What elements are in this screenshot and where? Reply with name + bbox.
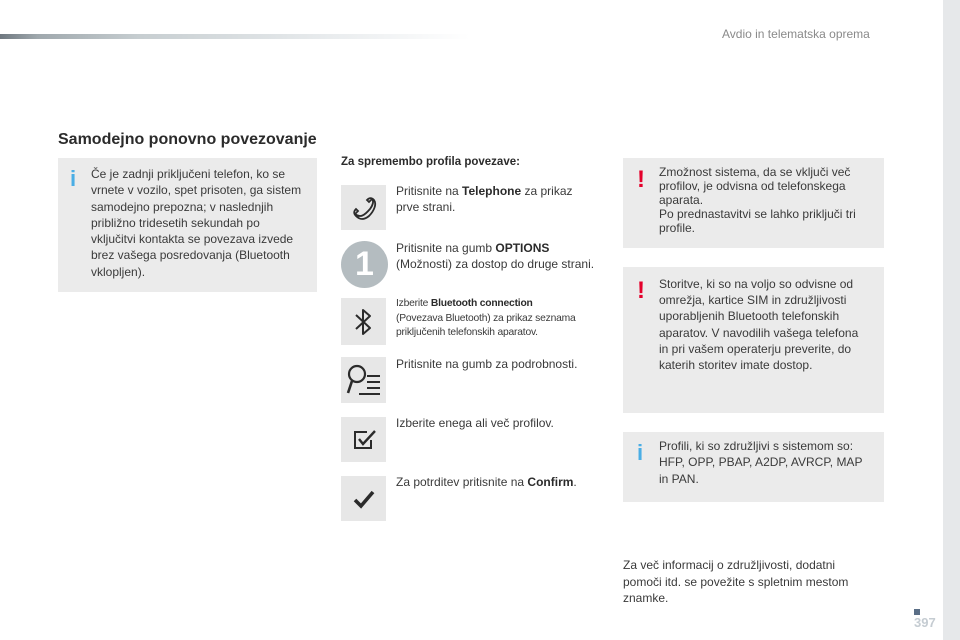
info-marker: i: [70, 166, 77, 191]
warning-marker-icon: !: [637, 277, 645, 304]
checkbox-step-icon-box: [341, 417, 386, 462]
step-number-badge: 1: [341, 241, 388, 288]
warning-box-profiles: [623, 158, 884, 248]
warning-profiles-text: Zmožnost sistema, da se vključi več profilov, je odvisna od telefonskega aparata. Po prednastavitvi se lahko priključi tri profile.: [659, 165, 856, 235]
details-step-icon-box: [341, 357, 386, 403]
warning-box-services: [623, 267, 884, 413]
page-edge: [943, 0, 960, 640]
step-3-text: Izberite Bluetooth connection (Povezava Bluetooth) za prikaz seznama priključenih telefonskih aparatov.: [396, 298, 576, 338]
steps-title: Za spremembo profila povezave:: [341, 156, 520, 168]
compatible-profiles-text: Profili, ki so združljivi s sistemom so: HFP, OPP, PBAP, A2DP, AVRCP, MAP in PAN.: [659, 439, 863, 486]
left-info-text: Če je zadnji priključeni telefon, ko se vrnete v vozilo, spet prisoten, ga sistem samodejno prepozna; v naslednjih približno tridesetih sekundah po vključitvi kontakta se povezava izvede brez vašega posredovanja (Bluetooth vklopljen).: [91, 167, 302, 279]
section-title: Samodejno ponovno povezovanje: [58, 131, 317, 148]
left-info-box: [58, 158, 317, 292]
step-6-text: Za potrditev pritisnite na Confirm.: [396, 475, 577, 489]
phone-handset-icon: [350, 194, 378, 222]
header-title: Avdio in telematska oprema: [722, 27, 870, 41]
info-marker: i: [637, 440, 644, 465]
magnifier-list-icon: [345, 362, 383, 398]
phone-step-icon-box: [341, 185, 386, 230]
confirm-step-icon-box: [341, 476, 386, 521]
bluetooth-step-icon-box: [341, 298, 386, 345]
header-bar: [0, 34, 470, 39]
footer-note: Za več informacij o združljivosti, dodatni pomoči itd. se povežite s spletnim mestom znamke.: [623, 558, 849, 605]
checkbox-icon: [351, 428, 377, 452]
page-number: 397: [914, 615, 936, 630]
step-1-text: Pritisnite na Telephone za prikaz prve strani.: [396, 184, 573, 214]
info-box-compatible-profiles: [623, 432, 884, 502]
checkmark-icon: [352, 488, 376, 510]
step-5-text: Izberite enega ali več profilov.: [396, 416, 554, 430]
bluetooth-icon: [353, 306, 375, 338]
warning-marker-icon: !: [637, 166, 645, 193]
step-4-text: Pritisnite na gumb za podrobnosti.: [396, 357, 578, 371]
step-2-text: Pritisnite na gumb OPTIONS (Možnosti) za dostop do druge strani.: [396, 241, 595, 271]
warning-services-text: Storitve, ki so na voljo so odvisne od omrežja, kartice SIM in združljivosti uporabljenih Bluetooth telefonskih aparatov. V navodilih vašega telefona in pri vašem operaterju preverite, do katerih storitev imate dostop.: [659, 277, 859, 373]
